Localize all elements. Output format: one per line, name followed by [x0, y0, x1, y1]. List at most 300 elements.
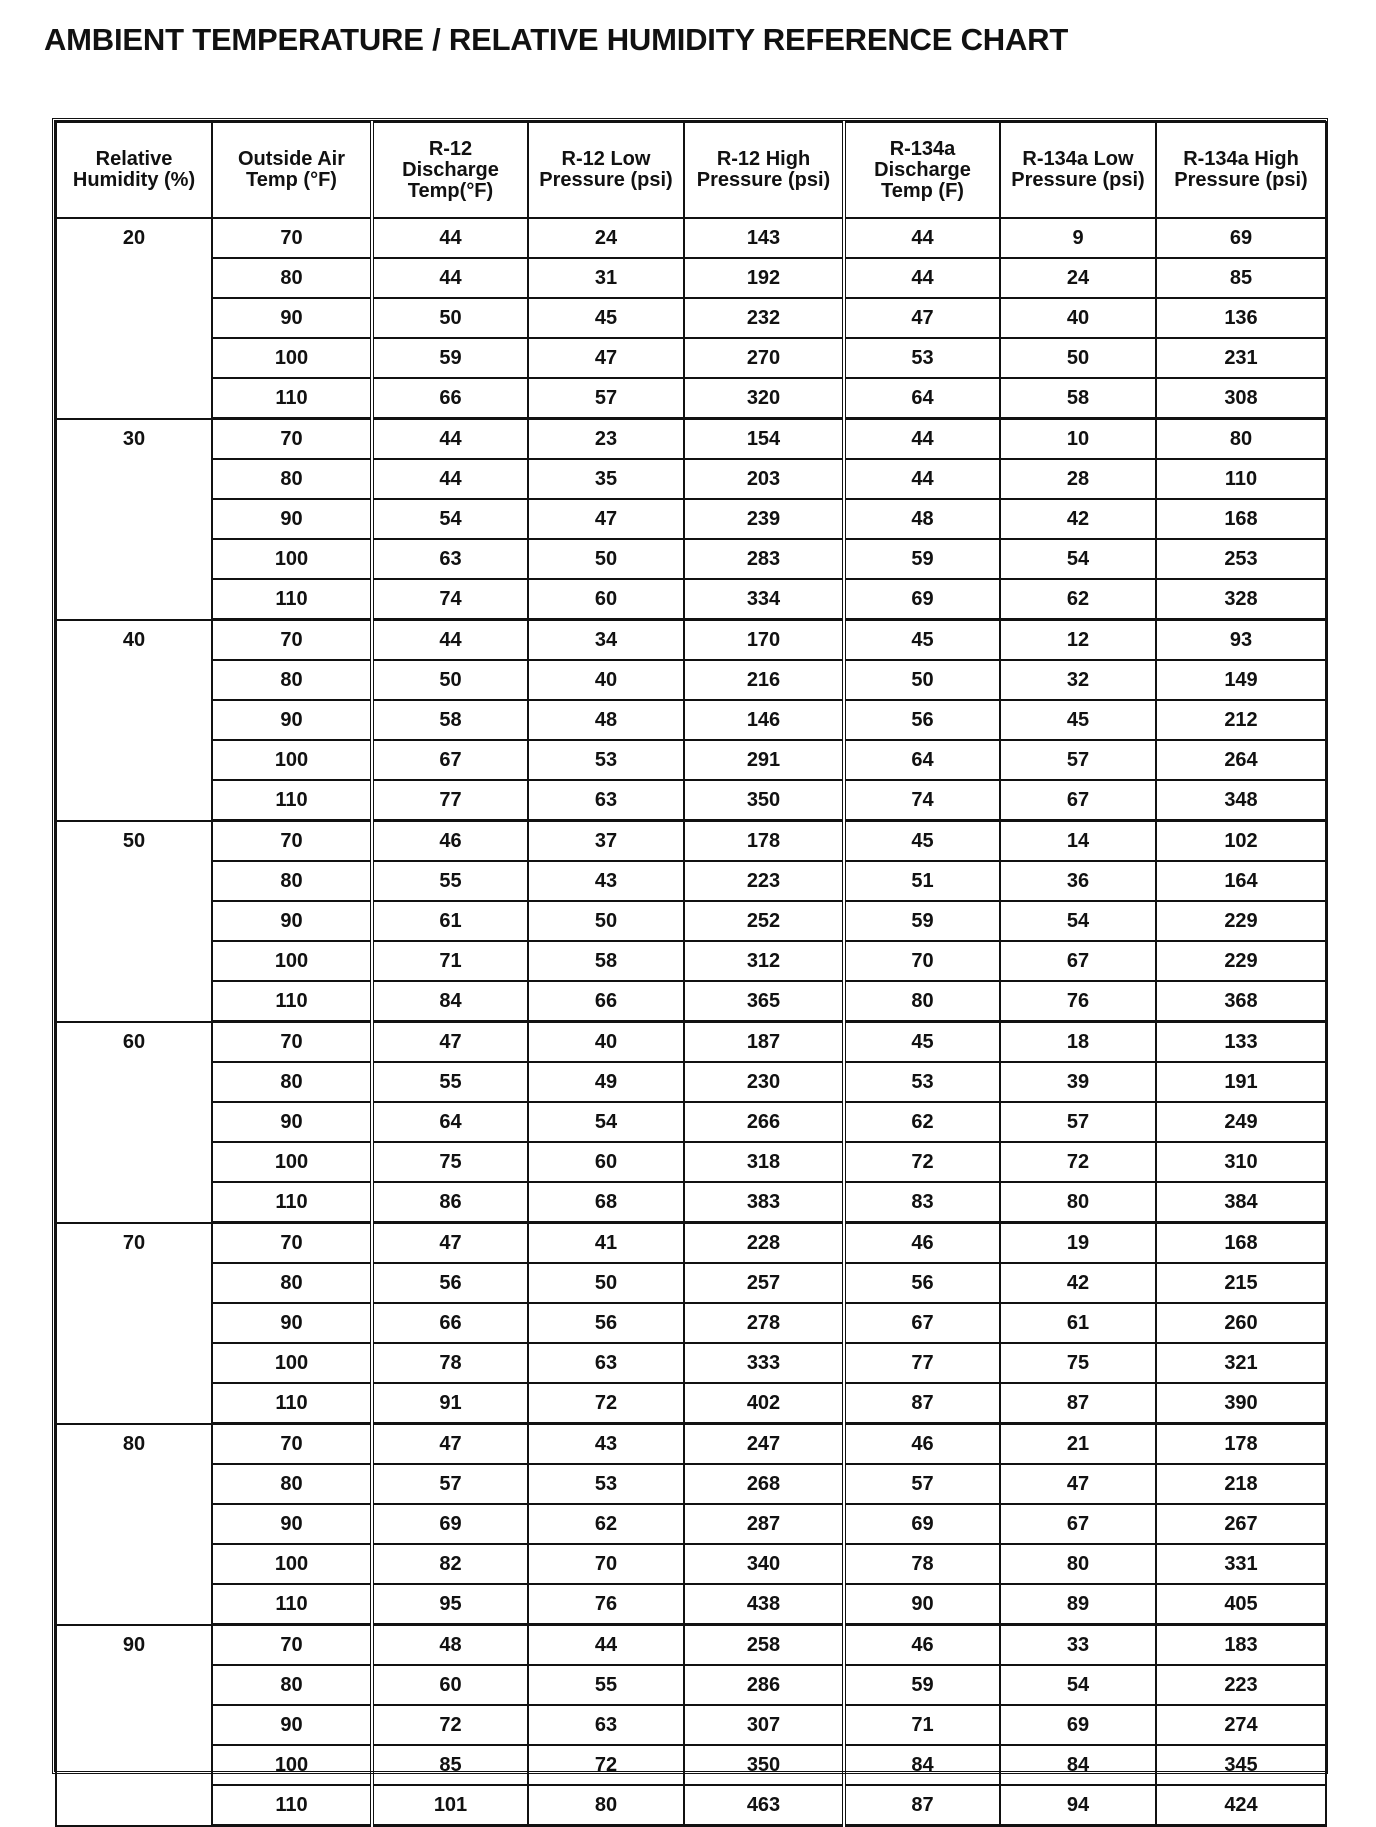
table-row: [56, 1383, 1326, 1424]
r134a-low-pressure-cell: 36: [1000, 861, 1156, 901]
r12-low-pressure-cell: 76: [528, 1584, 684, 1625]
table-row: [56, 1745, 1326, 1785]
table-row: [56, 981, 1326, 1022]
r134a-low-pressure-cell: 19: [1000, 1223, 1156, 1264]
r134a-low-pressure-cell: 75: [1000, 1343, 1156, 1383]
outside-air-temp-cell: 90: [212, 1102, 372, 1142]
r134a-discharge-temp-cell: 59: [844, 539, 1000, 579]
r12-high-pressure-cell: 365: [684, 981, 844, 1022]
header-relative-humidity: Relative Humidity (%): [56, 122, 212, 218]
r134a-high-pressure-cell: 249: [1156, 1102, 1326, 1142]
r12-high-pressure-cell: 291: [684, 740, 844, 780]
r12-discharge-temp-cell: 75: [372, 1142, 528, 1182]
r134a-high-pressure-cell: 178: [1156, 1424, 1326, 1465]
table-row: [56, 338, 1326, 378]
r12-high-pressure-cell: 333: [684, 1343, 844, 1383]
r12-high-pressure-cell: 230: [684, 1062, 844, 1102]
r134a-high-pressure-cell: 136: [1156, 298, 1326, 338]
r12-discharge-temp-cell: 44: [372, 459, 528, 499]
r134a-discharge-temp-cell: 44: [844, 218, 1000, 258]
r12-discharge-temp-cell: 63: [372, 539, 528, 579]
outside-air-temp-cell: 80: [212, 258, 372, 298]
r134a-high-pressure-cell: 183: [1156, 1625, 1326, 1666]
r134a-discharge-temp-cell: 56: [844, 700, 1000, 740]
r134a-low-pressure-cell: 54: [1000, 901, 1156, 941]
r12-high-pressure-cell: 146: [684, 700, 844, 740]
outside-air-temp-cell: 100: [212, 1544, 372, 1584]
table-row: [56, 1584, 1326, 1625]
humidity-cell: 60: [56, 1022, 212, 1223]
r12-low-pressure-cell: 45: [528, 298, 684, 338]
r134a-high-pressure-cell: 264: [1156, 740, 1326, 780]
r134a-high-pressure-cell: 149: [1156, 660, 1326, 700]
r12-discharge-temp-cell: 44: [372, 620, 528, 661]
r12-low-pressure-cell: 72: [528, 1745, 684, 1785]
r12-discharge-temp-cell: 82: [372, 1544, 528, 1584]
r134a-discharge-temp-cell: 44: [844, 258, 1000, 298]
r12-discharge-temp-cell: 58: [372, 700, 528, 740]
r134a-discharge-temp-cell: 51: [844, 861, 1000, 901]
table-row: [56, 620, 1326, 661]
humidity-cell: 50: [56, 821, 212, 1022]
r134a-high-pressure-cell: 308: [1156, 378, 1326, 419]
r134a-discharge-temp-cell: 45: [844, 620, 1000, 661]
r12-high-pressure-cell: 252: [684, 901, 844, 941]
r12-low-pressure-cell: 47: [528, 338, 684, 378]
r134a-high-pressure-cell: 191: [1156, 1062, 1326, 1102]
r12-low-pressure-cell: 53: [528, 1464, 684, 1504]
table-row: [56, 660, 1326, 700]
r134a-discharge-temp-cell: 59: [844, 901, 1000, 941]
outside-air-temp-cell: 80: [212, 660, 372, 700]
r134a-low-pressure-cell: 32: [1000, 660, 1156, 700]
r134a-high-pressure-cell: 384: [1156, 1182, 1326, 1223]
r134a-discharge-temp-cell: 84: [844, 1745, 1000, 1785]
outside-air-temp-cell: 110: [212, 981, 372, 1022]
r12-high-pressure-cell: 350: [684, 780, 844, 821]
r134a-discharge-temp-cell: 62: [844, 1102, 1000, 1142]
r134a-discharge-temp-cell: 46: [844, 1223, 1000, 1264]
r134a-discharge-temp-cell: 83: [844, 1182, 1000, 1223]
r134a-high-pressure-cell: 215: [1156, 1263, 1326, 1303]
r12-discharge-temp-cell: 47: [372, 1223, 528, 1264]
r12-low-pressure-cell: 35: [528, 459, 684, 499]
outside-air-temp-cell: 90: [212, 1504, 372, 1544]
table-row: [56, 1062, 1326, 1102]
r12-discharge-temp-cell: 86: [372, 1182, 528, 1223]
r134a-high-pressure-cell: 348: [1156, 780, 1326, 821]
r12-discharge-temp-cell: 72: [372, 1705, 528, 1745]
table-row: [56, 298, 1326, 338]
r12-high-pressure-cell: 178: [684, 821, 844, 862]
r134a-low-pressure-cell: 42: [1000, 1263, 1156, 1303]
r134a-discharge-temp-cell: 70: [844, 941, 1000, 981]
r134a-low-pressure-cell: 12: [1000, 620, 1156, 661]
r134a-low-pressure-cell: 67: [1000, 1504, 1156, 1544]
r134a-discharge-temp-cell: 50: [844, 660, 1000, 700]
r134a-discharge-temp-cell: 47: [844, 298, 1000, 338]
r134a-high-pressure-cell: 424: [1156, 1785, 1326, 1826]
outside-air-temp-cell: 100: [212, 941, 372, 981]
header-r134a-low-pressure: R-134a Low Pressure (psi): [1000, 122, 1156, 218]
r12-low-pressure-cell: 57: [528, 378, 684, 419]
r134a-low-pressure-cell: 94: [1000, 1785, 1156, 1826]
r12-high-pressure-cell: 257: [684, 1263, 844, 1303]
table-row: [56, 1182, 1326, 1223]
r12-high-pressure-cell: 402: [684, 1383, 844, 1424]
r134a-discharge-temp-cell: 53: [844, 1062, 1000, 1102]
outside-air-temp-cell: 110: [212, 1182, 372, 1223]
r12-low-pressure-cell: 62: [528, 1504, 684, 1544]
r12-discharge-temp-cell: 54: [372, 499, 528, 539]
r134a-low-pressure-cell: 72: [1000, 1142, 1156, 1182]
r134a-discharge-temp-cell: 67: [844, 1303, 1000, 1343]
header-r12-low-pressure: R-12 Low Pressure (psi): [528, 122, 684, 218]
r12-discharge-temp-cell: 61: [372, 901, 528, 941]
r12-high-pressure-cell: 247: [684, 1424, 844, 1465]
r134a-discharge-temp-cell: 46: [844, 1424, 1000, 1465]
r134a-discharge-temp-cell: 59: [844, 1665, 1000, 1705]
r134a-low-pressure-cell: 87: [1000, 1383, 1156, 1424]
r12-discharge-temp-cell: 44: [372, 258, 528, 298]
table-row: [56, 780, 1326, 821]
r12-low-pressure-cell: 66: [528, 981, 684, 1022]
r12-low-pressure-cell: 50: [528, 901, 684, 941]
r12-discharge-temp-cell: 101: [372, 1785, 528, 1826]
table-row: [56, 1665, 1326, 1705]
outside-air-temp-cell: 100: [212, 338, 372, 378]
r12-discharge-temp-cell: 59: [372, 338, 528, 378]
header-r12-high-pressure: R-12 High Pressure (psi): [684, 122, 844, 218]
r134a-low-pressure-cell: 10: [1000, 419, 1156, 460]
r134a-discharge-temp-cell: 44: [844, 459, 1000, 499]
r12-high-pressure-cell: 228: [684, 1223, 844, 1264]
table-row: [56, 1424, 1326, 1465]
r12-low-pressure-cell: 24: [528, 218, 684, 258]
r12-low-pressure-cell: 50: [528, 1263, 684, 1303]
r134a-high-pressure-cell: 218: [1156, 1464, 1326, 1504]
outside-air-temp-cell: 80: [212, 1665, 372, 1705]
header-r134a-discharge-temp: R-134a Discharge Temp (F): [844, 122, 1000, 218]
r12-high-pressure-cell: 320: [684, 378, 844, 419]
r12-discharge-temp-cell: 44: [372, 218, 528, 258]
r12-discharge-temp-cell: 50: [372, 298, 528, 338]
r134a-low-pressure-cell: 33: [1000, 1625, 1156, 1666]
outside-air-temp-cell: 90: [212, 700, 372, 740]
r134a-low-pressure-cell: 57: [1000, 740, 1156, 780]
table-row: [56, 700, 1326, 740]
r12-discharge-temp-cell: 55: [372, 1062, 528, 1102]
table-row: [56, 579, 1326, 620]
r12-discharge-temp-cell: 66: [372, 1303, 528, 1343]
r12-low-pressure-cell: 48: [528, 700, 684, 740]
r134a-high-pressure-cell: 80: [1156, 419, 1326, 460]
table-row: [56, 821, 1326, 862]
r12-high-pressure-cell: 286: [684, 1665, 844, 1705]
r12-low-pressure-cell: 68: [528, 1182, 684, 1223]
r12-low-pressure-cell: 60: [528, 1142, 684, 1182]
r12-high-pressure-cell: 350: [684, 1745, 844, 1785]
r12-discharge-temp-cell: 91: [372, 1383, 528, 1424]
r134a-low-pressure-cell: 62: [1000, 579, 1156, 620]
r134a-low-pressure-cell: 58: [1000, 378, 1156, 419]
table-row: [56, 901, 1326, 941]
r12-low-pressure-cell: 47: [528, 499, 684, 539]
r134a-discharge-temp-cell: 80: [844, 981, 1000, 1022]
r12-discharge-temp-cell: 69: [372, 1504, 528, 1544]
table-row: [56, 1263, 1326, 1303]
table-row: [56, 258, 1326, 298]
r12-low-pressure-cell: 40: [528, 1022, 684, 1063]
r12-discharge-temp-cell: 47: [372, 1022, 528, 1063]
r12-discharge-temp-cell: 46: [372, 821, 528, 862]
r12-discharge-temp-cell: 55: [372, 861, 528, 901]
r134a-high-pressure-cell: 405: [1156, 1584, 1326, 1625]
outside-air-temp-cell: 110: [212, 1785, 372, 1826]
r134a-high-pressure-cell: 93: [1156, 620, 1326, 661]
r134a-high-pressure-cell: 229: [1156, 941, 1326, 981]
r134a-low-pressure-cell: 54: [1000, 1665, 1156, 1705]
r134a-high-pressure-cell: 168: [1156, 1223, 1326, 1264]
outside-air-temp-cell: 100: [212, 539, 372, 579]
table-row: [56, 1303, 1326, 1343]
r12-low-pressure-cell: 58: [528, 941, 684, 981]
r134a-low-pressure-cell: 61: [1000, 1303, 1156, 1343]
table-row: [56, 1625, 1326, 1666]
r12-high-pressure-cell: 203: [684, 459, 844, 499]
r134a-low-pressure-cell: 84: [1000, 1745, 1156, 1785]
outside-air-temp-cell: 80: [212, 1263, 372, 1303]
r12-discharge-temp-cell: 60: [372, 1665, 528, 1705]
r134a-discharge-temp-cell: 87: [844, 1785, 1000, 1826]
r12-low-pressure-cell: 31: [528, 258, 684, 298]
r12-high-pressure-cell: 239: [684, 499, 844, 539]
r134a-high-pressure-cell: 390: [1156, 1383, 1326, 1424]
r134a-discharge-temp-cell: 72: [844, 1142, 1000, 1182]
header-r12-discharge-temp: R-12 Discharge Temp(°F): [372, 122, 528, 218]
r134a-high-pressure-cell: 85: [1156, 258, 1326, 298]
outside-air-temp-cell: 70: [212, 821, 372, 862]
r12-high-pressure-cell: 143: [684, 218, 844, 258]
r134a-discharge-temp-cell: 90: [844, 1584, 1000, 1625]
table-row: [56, 941, 1326, 981]
r12-discharge-temp-cell: 95: [372, 1584, 528, 1625]
table-row: [56, 1022, 1326, 1063]
r12-high-pressure-cell: 170: [684, 620, 844, 661]
outside-air-temp-cell: 110: [212, 378, 372, 419]
table-row: [56, 1142, 1326, 1182]
r134a-high-pressure-cell: 223: [1156, 1665, 1326, 1705]
r134a-discharge-temp-cell: 48: [844, 499, 1000, 539]
r134a-discharge-temp-cell: 71: [844, 1705, 1000, 1745]
outside-air-temp-cell: 70: [212, 1424, 372, 1465]
r134a-high-pressure-cell: 368: [1156, 981, 1326, 1022]
r134a-low-pressure-cell: 57: [1000, 1102, 1156, 1142]
r12-high-pressure-cell: 307: [684, 1705, 844, 1745]
r134a-low-pressure-cell: 39: [1000, 1062, 1156, 1102]
outside-air-temp-cell: 70: [212, 218, 372, 258]
r12-high-pressure-cell: 340: [684, 1544, 844, 1584]
table-row: [56, 1464, 1326, 1504]
outside-air-temp-cell: 90: [212, 499, 372, 539]
r12-discharge-temp-cell: 44: [372, 419, 528, 460]
outside-air-temp-cell: 100: [212, 740, 372, 780]
r12-discharge-temp-cell: 50: [372, 660, 528, 700]
humidity-cell: 40: [56, 620, 212, 821]
r12-low-pressure-cell: 54: [528, 1102, 684, 1142]
r12-discharge-temp-cell: 77: [372, 780, 528, 821]
r134a-low-pressure-cell: 28: [1000, 459, 1156, 499]
r134a-low-pressure-cell: 80: [1000, 1544, 1156, 1584]
outside-air-temp-cell: 100: [212, 1745, 372, 1785]
table-row: [56, 499, 1326, 539]
r12-high-pressure-cell: 278: [684, 1303, 844, 1343]
r134a-low-pressure-cell: 9: [1000, 218, 1156, 258]
humidity-cell: 30: [56, 419, 212, 620]
r12-discharge-temp-cell: 56: [372, 1263, 528, 1303]
r12-low-pressure-cell: 72: [528, 1383, 684, 1424]
r12-high-pressure-cell: 334: [684, 579, 844, 620]
outside-air-temp-cell: 70: [212, 1223, 372, 1264]
r134a-discharge-temp-cell: 46: [844, 1625, 1000, 1666]
r134a-high-pressure-cell: 212: [1156, 700, 1326, 740]
table-row: [56, 1785, 1326, 1826]
r12-high-pressure-cell: 318: [684, 1142, 844, 1182]
outside-air-temp-cell: 100: [212, 1343, 372, 1383]
table-row: [56, 1223, 1326, 1264]
r12-high-pressure-cell: 232: [684, 298, 844, 338]
r134a-high-pressure-cell: 253: [1156, 539, 1326, 579]
r134a-discharge-temp-cell: 69: [844, 579, 1000, 620]
r134a-high-pressure-cell: 321: [1156, 1343, 1326, 1383]
r12-low-pressure-cell: 43: [528, 861, 684, 901]
r12-high-pressure-cell: 258: [684, 1625, 844, 1666]
r134a-discharge-temp-cell: 56: [844, 1263, 1000, 1303]
table-row: [56, 740, 1326, 780]
r134a-high-pressure-cell: 328: [1156, 579, 1326, 620]
header-r134a-high-pressure: R-134a High Pressure (psi): [1156, 122, 1326, 218]
r134a-high-pressure-cell: 69: [1156, 218, 1326, 258]
r134a-low-pressure-cell: 89: [1000, 1584, 1156, 1625]
r134a-discharge-temp-cell: 69: [844, 1504, 1000, 1544]
humidity-cell: 20: [56, 218, 212, 419]
reference-chart-table: [52, 118, 1328, 1816]
r12-high-pressure-cell: 268: [684, 1464, 844, 1504]
r12-high-pressure-cell: 463: [684, 1785, 844, 1826]
r12-high-pressure-cell: 270: [684, 338, 844, 378]
r12-low-pressure-cell: 63: [528, 780, 684, 821]
table-row: [56, 539, 1326, 579]
outside-air-temp-cell: 80: [212, 459, 372, 499]
outside-air-temp-cell: 70: [212, 620, 372, 661]
r12-high-pressure-cell: 312: [684, 941, 844, 981]
r12-high-pressure-cell: 216: [684, 660, 844, 700]
r12-discharge-temp-cell: 71: [372, 941, 528, 981]
r134a-high-pressure-cell: 110: [1156, 459, 1326, 499]
humidity-cell: 70: [56, 1223, 212, 1424]
r134a-discharge-temp-cell: 74: [844, 780, 1000, 821]
r12-low-pressure-cell: 55: [528, 1665, 684, 1705]
outside-air-temp-cell: 110: [212, 1584, 372, 1625]
r12-discharge-temp-cell: 84: [372, 981, 528, 1022]
outside-air-temp-cell: 90: [212, 1303, 372, 1343]
outside-air-temp-cell: 90: [212, 901, 372, 941]
outside-air-temp-cell: 70: [212, 1625, 372, 1666]
r12-high-pressure-cell: 154: [684, 419, 844, 460]
r12-discharge-temp-cell: 66: [372, 378, 528, 419]
r12-low-pressure-cell: 50: [528, 539, 684, 579]
r134a-low-pressure-cell: 18: [1000, 1022, 1156, 1063]
r134a-low-pressure-cell: 45: [1000, 700, 1156, 740]
r12-discharge-temp-cell: 85: [372, 1745, 528, 1785]
table-row: [56, 419, 1326, 460]
r12-discharge-temp-cell: 74: [372, 579, 528, 620]
outside-air-temp-cell: 70: [212, 1022, 372, 1063]
r12-low-pressure-cell: 43: [528, 1424, 684, 1465]
table-row: [56, 1544, 1326, 1584]
r134a-high-pressure-cell: 331: [1156, 1544, 1326, 1584]
r134a-high-pressure-cell: 267: [1156, 1504, 1326, 1544]
r12-high-pressure-cell: 383: [684, 1182, 844, 1223]
r134a-low-pressure-cell: 42: [1000, 499, 1156, 539]
table-row: [56, 378, 1326, 419]
r134a-low-pressure-cell: 54: [1000, 539, 1156, 579]
r12-discharge-temp-cell: 57: [372, 1464, 528, 1504]
r12-low-pressure-cell: 23: [528, 419, 684, 460]
r134a-low-pressure-cell: 76: [1000, 981, 1156, 1022]
r12-low-pressure-cell: 44: [528, 1625, 684, 1666]
r12-low-pressure-cell: 49: [528, 1062, 684, 1102]
r134a-discharge-temp-cell: 45: [844, 1022, 1000, 1063]
humidity-cell: 80: [56, 1424, 212, 1625]
r12-discharge-temp-cell: 48: [372, 1625, 528, 1666]
r134a-high-pressure-cell: 345: [1156, 1745, 1326, 1785]
outside-air-temp-cell: 80: [212, 1062, 372, 1102]
r12-discharge-temp-cell: 47: [372, 1424, 528, 1465]
humidity-cell: 90: [56, 1625, 212, 1826]
outside-air-temp-cell: 80: [212, 1464, 372, 1504]
r12-low-pressure-cell: 40: [528, 660, 684, 700]
r12-low-pressure-cell: 34: [528, 620, 684, 661]
r134a-low-pressure-cell: 69: [1000, 1705, 1156, 1745]
r12-high-pressure-cell: 438: [684, 1584, 844, 1625]
table-row: [56, 1343, 1326, 1383]
table-row: [56, 459, 1326, 499]
r134a-low-pressure-cell: 24: [1000, 258, 1156, 298]
r12-low-pressure-cell: 63: [528, 1705, 684, 1745]
r134a-low-pressure-cell: 50: [1000, 338, 1156, 378]
r134a-high-pressure-cell: 229: [1156, 901, 1326, 941]
r134a-low-pressure-cell: 40: [1000, 298, 1156, 338]
r134a-discharge-temp-cell: 64: [844, 740, 1000, 780]
r12-low-pressure-cell: 70: [528, 1544, 684, 1584]
table-row: [56, 218, 1326, 258]
r12-discharge-temp-cell: 67: [372, 740, 528, 780]
r134a-low-pressure-cell: 67: [1000, 780, 1156, 821]
r12-high-pressure-cell: 192: [684, 258, 844, 298]
r134a-discharge-temp-cell: 87: [844, 1383, 1000, 1424]
r134a-high-pressure-cell: 310: [1156, 1142, 1326, 1182]
outside-air-temp-cell: 90: [212, 298, 372, 338]
outside-air-temp-cell: 80: [212, 861, 372, 901]
r12-high-pressure-cell: 287: [684, 1504, 844, 1544]
outside-air-temp-cell: 70: [212, 419, 372, 460]
r12-low-pressure-cell: 37: [528, 821, 684, 862]
r12-low-pressure-cell: 63: [528, 1343, 684, 1383]
r134a-low-pressure-cell: 80: [1000, 1182, 1156, 1223]
r134a-low-pressure-cell: 21: [1000, 1424, 1156, 1465]
page-title: AMBIENT TEMPERATURE / RELATIVE HUMIDITY REFERENCE CHART: [44, 22, 1069, 57]
